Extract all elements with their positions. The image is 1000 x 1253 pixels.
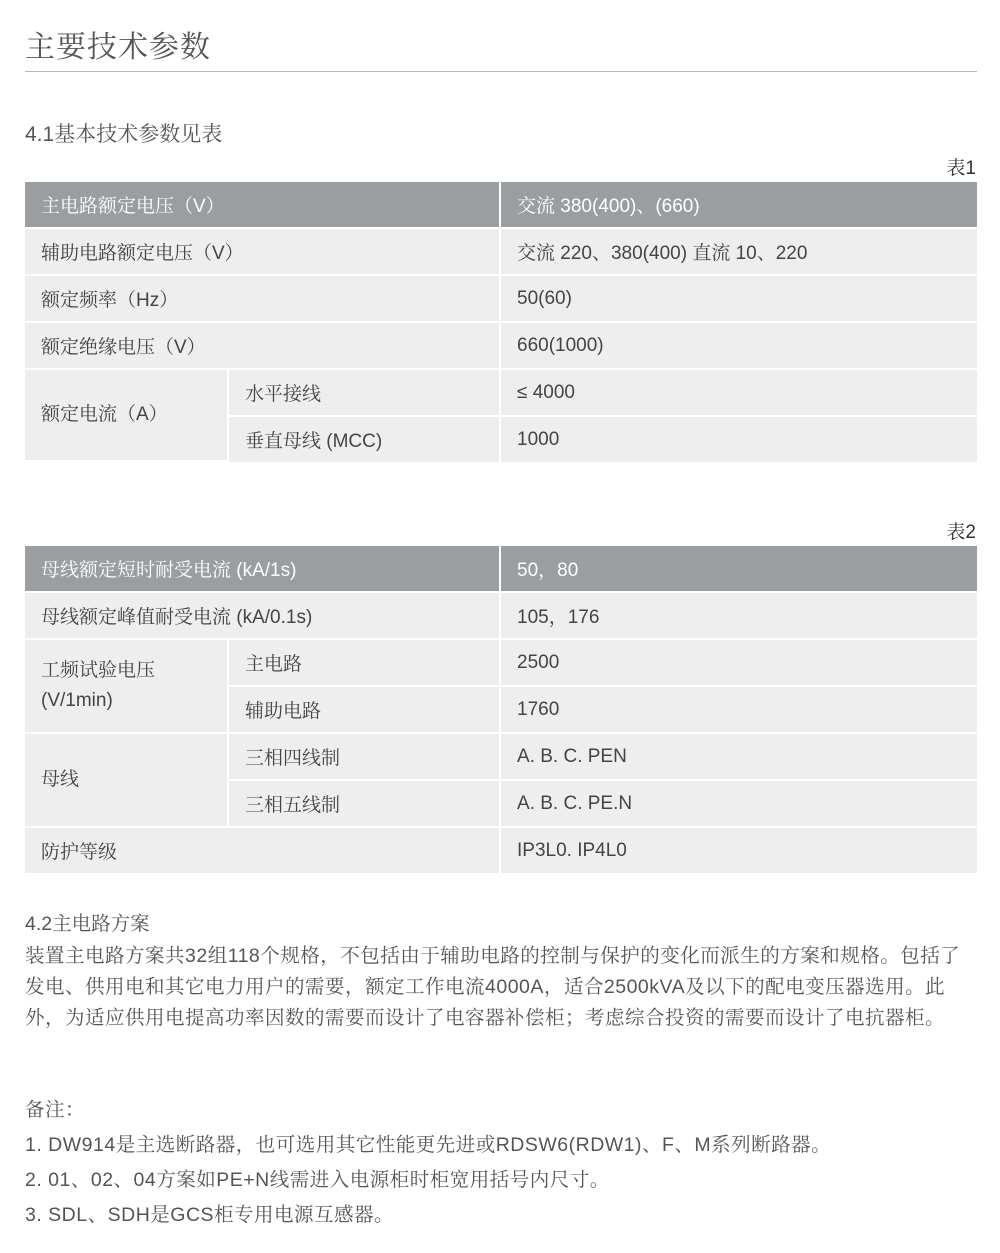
- table-cell-value: 660(1000): [501, 323, 977, 370]
- table-row: [25, 370, 977, 417]
- table-cell-label: 防护等级: [25, 828, 501, 873]
- table-cell-value: 105，176: [501, 593, 977, 640]
- table-row: [25, 734, 977, 781]
- group-label-line1: 工频试验电压: [41, 660, 156, 681]
- table-row: [25, 546, 977, 593]
- table-cell-label: 额定绝缘电压（V）: [25, 323, 501, 370]
- table-cell-sublabel: 水平接线: [229, 370, 501, 417]
- table-cell-label: 主电路额定电压（V）: [25, 182, 501, 229]
- table-row: [25, 229, 977, 276]
- table-cell-value: ≤ 4000: [501, 370, 977, 417]
- table-cell-label: 母线额定短时耐受电流 (kA/1s): [25, 546, 501, 593]
- table-cell-label: 母线额定峰值耐受电流 (kA/0.1s): [25, 593, 501, 640]
- table-cell-value: A. B. C. PEN: [501, 734, 977, 781]
- notes-heading: 备注：: [25, 1099, 86, 1121]
- table-cell-value: 交流 220、380(400) 直流 10、220: [501, 229, 977, 276]
- table-cell-value: IP3L0. IP4L0: [501, 828, 977, 873]
- table-row: [25, 593, 977, 640]
- group-label-line2: (V/1min): [41, 690, 113, 711]
- table-cell-label: 额定频率（Hz）: [25, 276, 501, 323]
- note-item: 1. DW914是主选断路器，也可选用其它性能更先进或RDSW6(RDW1)、F、M系列断路器。: [25, 1134, 832, 1156]
- table-cell-value: 1000: [501, 417, 977, 462]
- table-row: [25, 323, 977, 370]
- table-cell-sublabel: 垂直母线 (MCC): [229, 417, 501, 462]
- table-row: [25, 276, 977, 323]
- table1-caption: 表1: [946, 158, 976, 179]
- table-cell-value: 2500: [501, 640, 977, 687]
- section-heading-4-1: 4.1基本技术参数见表: [25, 123, 223, 146]
- table-cell-sublabel: 主电路: [229, 640, 501, 687]
- table-cell-value: 50(60): [501, 276, 977, 323]
- page-title: 主要技术参数: [25, 31, 211, 64]
- table-cell-label: 辅助电路额定电压（V）: [25, 229, 501, 276]
- table-row: [25, 182, 977, 229]
- table-cell-group-label: 额定电流（A）: [25, 370, 229, 462]
- table2-caption: 表2: [946, 522, 976, 543]
- table-cell-sublabel: 三相五线制: [229, 781, 501, 828]
- note-item: 2. 01、02、04方案如PE+N线需进入电源柜时柜宽用括号内尺寸。: [25, 1169, 610, 1191]
- table-row: [25, 640, 977, 687]
- table-cell-group-label: [25, 640, 229, 734]
- section-heading-4-2: 4.2主电路方案: [25, 913, 150, 935]
- note-item: 3. SDL、SDH是GCS柜专用电源互感器。: [25, 1204, 395, 1226]
- table-cell-value: 50，80: [501, 546, 977, 593]
- table1-spec: [25, 182, 977, 462]
- table-cell-sublabel: 辅助电路: [229, 687, 501, 734]
- table-cell-sublabel: 三相四线制: [229, 734, 501, 781]
- table-cell-value: A. B. C. PE.N: [501, 781, 977, 828]
- table-cell-value: 交流 380(400)、(660): [501, 182, 977, 229]
- table2-spec: [25, 546, 977, 873]
- title-divider: [25, 71, 977, 72]
- table-cell-value: 1760: [501, 687, 977, 734]
- table-row: [25, 828, 977, 873]
- table-cell-group-label: 母线: [25, 734, 229, 828]
- main-circuit-paragraph: 装置主电路方案共32组118个规格，不包括由于辅助电路的控制与保护的变化而派生的方案和规格。包括了发电、供用电和其它电力用户的需要，额定工作电流4000A，适合2500kVA及以下的配电变压器选用。此外，为适应供用电提高功率因数的需要而设计了电容器补偿柜；考虑综合投资的需要而设计了电抗器柜。: [25, 945, 961, 1029]
- notes-block: [25, 1093, 980, 1233]
